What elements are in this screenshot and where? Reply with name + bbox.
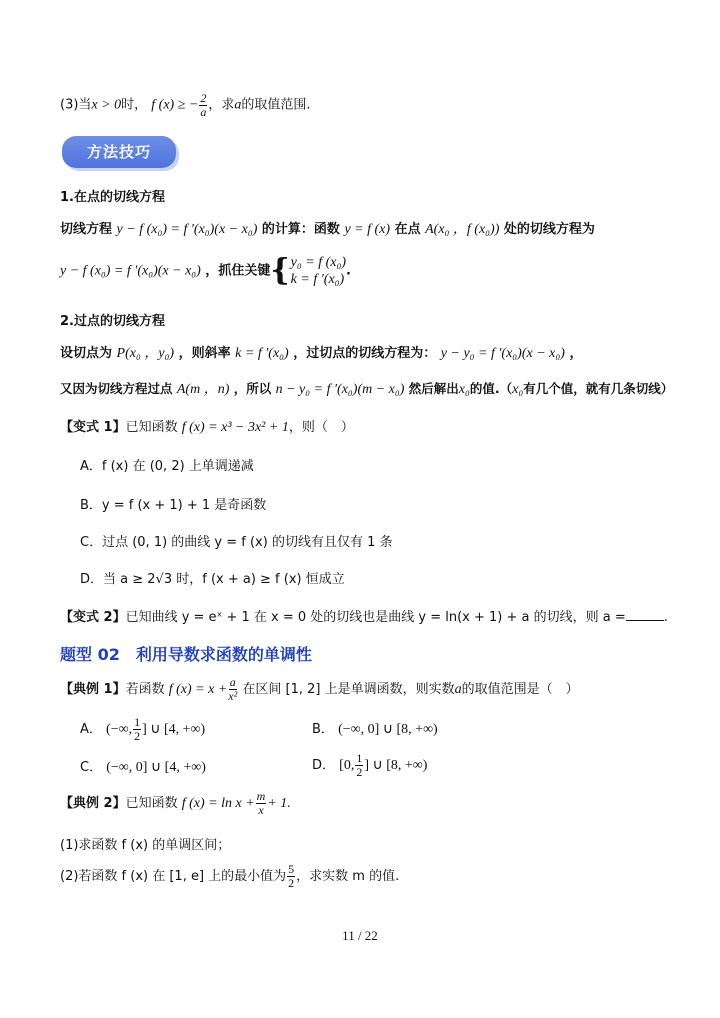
- section-1-title: 1.在点的切线方程: [60, 190, 165, 205]
- example-2-stem: 【典例 2】已知函数 f (x) = ln x + $\frac{m}{x}$ + 1.: [60, 789, 291, 817]
- section-1-line-2: y − f (x₀) = f ′(x₀)(x − x₀) ，抓住关键{ y₀ = f (x₀) k = f ′(x₀) .: [60, 253, 351, 288]
- variant-2-stem: 【变式 2】已知曲线 y = eˣ + 1 在 x = 0 处的切线也是曲线 y = ln(x + 1) + a 的切线，则 a = .: [60, 610, 668, 625]
- fraction: $\frac{1}{2}$: [134, 715, 141, 743]
- question-3: (3)当x > 0时， f (x) ≥ − $\frac{2}{a}$ ，求a的取值范围.: [60, 91, 311, 119]
- example-1-option-b: B． (−∞, 0] ∪ [8, +∞): [312, 722, 438, 737]
- example-2-question-1: (1)求函数 f (x) 的单调区间；: [60, 838, 231, 853]
- fraction: $\frac{1}{2}$: [356, 751, 363, 779]
- variant-1-stem: 【变式 1】已知函数 f (x) = x³ − 3x² + 1，则（ ）: [60, 420, 354, 435]
- answer-blank: [626, 608, 664, 621]
- example-1-option-a: A． (−∞, $\frac{1}{2}$ ] ∪ [4, +∞): [80, 715, 206, 743]
- section-2-title: 2.过点的切线方程: [60, 314, 165, 329]
- section-2-line-1: 设切点为 P(x₀ ，y₀) ，则斜率 k = f ′(x₀) ，过切点的切线方程为： y − y₀ = f ′(x₀)(x − x₀) ，: [60, 346, 583, 361]
- example-2-question-2: (2)若函数 f (x) 在 [1, e] 上的最小值为 $\frac{5}{2}$ ，求实数 m 的值.: [60, 862, 400, 890]
- example-1-option-c: C． (−∞, 0] ∪ [4, +∞): [80, 760, 206, 775]
- variant-1-option-a: A．f (x) 在 (0, 2) 上单调递减: [80, 459, 254, 474]
- example-1-option-d: D． [0, $\frac{1}{2}$ ] ∪ [8, +∞): [312, 751, 428, 779]
- example-1-stem: 【典例 1】若函数 f (x) = x + $\frac{a}{\text{x²}}$ 在区间 [1, 2] 上是单调函数，则实数a的取值范围是（ ）: [60, 675, 579, 703]
- left-brace: {: [270, 253, 290, 288]
- method-tips-badge: 方法技巧: [62, 136, 180, 172]
- fraction: $\frac{a}{\text{x²}}$: [228, 675, 238, 703]
- variant-1-option-d: D．当 a ≥ 2√3 时，f (x + a) ≥ f (x) 恒成立: [80, 572, 345, 587]
- fraction: $\frac{m}{x}$: [256, 789, 266, 817]
- page-number: 11 / 22: [342, 928, 378, 943]
- type-02-heading: 题型 02 利用导数求函数的单调性: [60, 645, 312, 664]
- equation-system: y₀ = f (x₀) k = f ′(x₀): [290, 255, 346, 287]
- variant-1-option-b: B．y = f (x + 1) + 1 是奇函数: [80, 498, 267, 513]
- section-1-line-1: 切线方程 y − f (x₀) = f ′(x₀)(x − x₀) 的计算：函数 y = f (x) 在点 A(x₀ ，f (x₀)) 处的切线方程为: [60, 222, 595, 237]
- fraction: $\frac{5}{2}$: [288, 862, 295, 890]
- fraction: $\frac{2}{a}$: [200, 91, 207, 119]
- variant-1-option-c: C．过点 (0, 1) 的曲线 y = f (x) 的切线有且仅有 1 条: [80, 535, 393, 550]
- section-2-line-2: 又因为切线方程过点 A(m ，n) ，所以 n − y₀ = f ′(x₀)(m − x₀) 然后解出x₀的值.（x₀有几个值，就有几条切线）: [60, 381, 674, 397]
